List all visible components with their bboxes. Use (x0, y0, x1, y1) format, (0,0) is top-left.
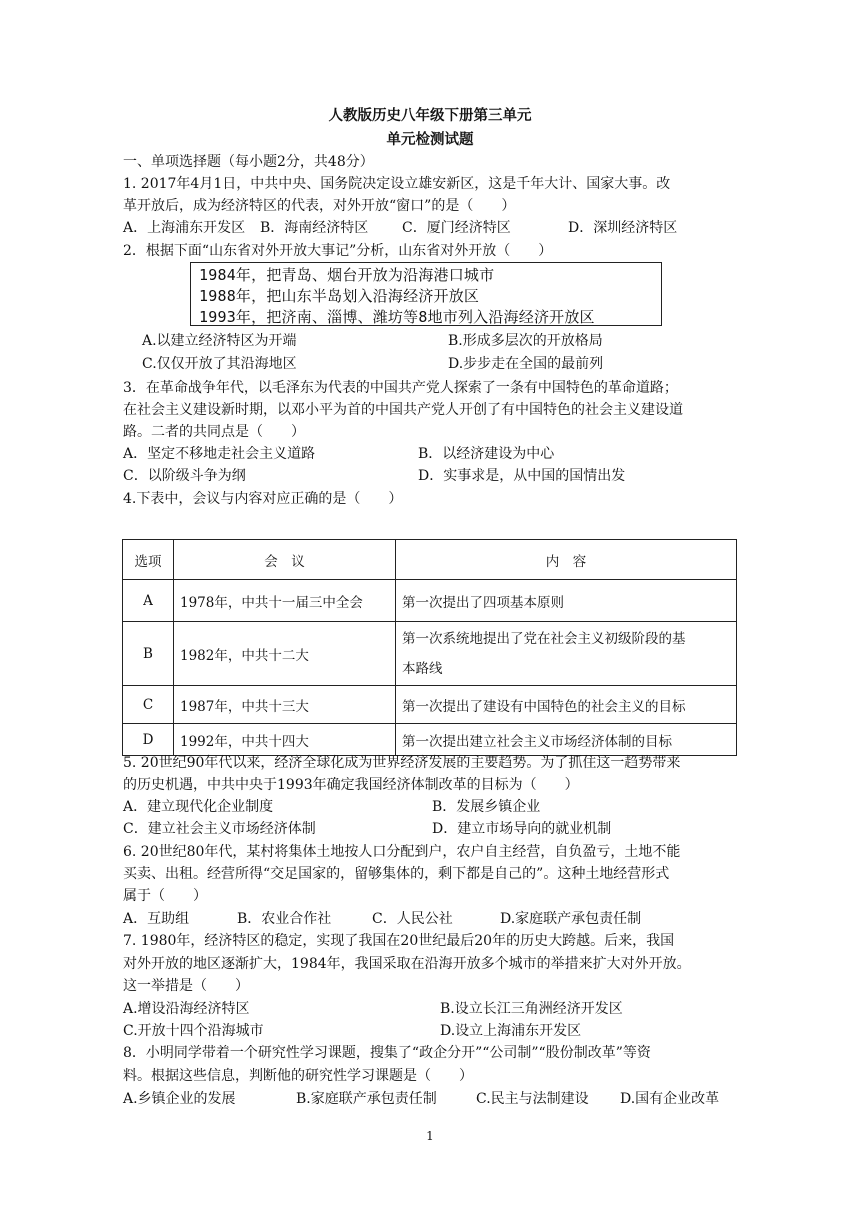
option-b[interactable]: B.家庭联产承包责任制 (296, 1091, 437, 1107)
content-line: 第一次系统地提出了党在社会主义初级阶段的基 (402, 630, 686, 647)
question-text: 料。根据这些信息，判断他的研究性学习课题是（ ） (123, 1068, 473, 1084)
content-cell: 第一次提出了建设有中国特色的社会主义的目标 (396, 686, 737, 724)
section-heading: 一、单项选择题（每小题2分，共48分） (123, 154, 374, 170)
question-text: 5. 20世纪90年代以来，经济全球化成为世界经济发展的主要趋势。为了抓住这一趋势带来 (123, 755, 681, 771)
question-text: 革开放后，成为经济特区的代表，对外开放“窗口”的是（ ） (123, 198, 516, 214)
option-c[interactable]: C．建立社会主义市场经济体制 (123, 821, 316, 837)
document-subtitle: 单元检测试题 (386, 131, 474, 148)
option-d[interactable]: D.设立上海浦东开发区 (440, 1023, 582, 1039)
question-text: 1. 2017年4月1日，中共中央、国务院决定设立雄安新区，这是千年大计、国家大事。改 (123, 176, 671, 192)
option-a[interactable]: A．坚定不移地走社会主义道路 (123, 446, 316, 462)
chronicle-box (190, 262, 662, 326)
option-a[interactable]: A.乡镇企业的发展 (123, 1091, 236, 1107)
option-c[interactable]: C.民主与法制建设 (476, 1091, 589, 1107)
question-text: 7. 1980年，经济特区的稳定，实现了我国在20世纪最后20年的历史大跨越。后来，我国 (123, 933, 675, 949)
header-cell: 会 议 (174, 540, 396, 580)
question-text: 买卖、出租。经营所得“交足国家的，留够集体的，剩下都是自己的”。这种土地经营形式 (123, 866, 670, 882)
option-d[interactable]: D.步步走在全国的最前列 (448, 356, 604, 372)
option-b[interactable]: B.形成多层次的开放格局 (448, 333, 603, 349)
option-a[interactable]: A．上海浦东开发区 (123, 220, 246, 236)
content-cell: 第一次提出建立社会主义市场经济体制的目标 (396, 724, 737, 756)
meetings-table (122, 539, 737, 756)
option-b[interactable]: B．海南经济特区 (260, 220, 369, 236)
question-text: 路。二者的共同点是（ ） (123, 424, 305, 440)
option-a[interactable]: A．建立现代化企业制度 (123, 799, 274, 815)
option-cell: C (123, 686, 174, 724)
option-b[interactable]: B．发展乡镇企业 (432, 799, 541, 815)
option-b[interactable]: B．农业合作社 (237, 911, 332, 927)
question-text: 在社会主义建设新时期，以邓小平为首的中国共产党人开创了有中国特色的社会主义建设道 (123, 402, 683, 418)
meeting-cell: 1978年，中共十一届三中全会 (174, 580, 396, 622)
page-number: 1 (426, 1129, 434, 1143)
header-cell: 内 容 (396, 540, 737, 580)
document-title: 人教版历史八年级下册第三单元 (328, 107, 532, 124)
option-c[interactable]: C．厦门经济特区 (402, 220, 511, 236)
question-text: 2．根据下面“山东省对外开放大事记”分析，山东省对外开放（ ） (123, 243, 553, 259)
meeting-cell: 1982年，中共十二大 (174, 622, 396, 686)
option-b[interactable]: B.设立长江三角洲经济开发区 (440, 1001, 623, 1017)
option-c[interactable]: C．以阶级斗争为纲 (123, 468, 246, 484)
option-d[interactable]: D.国有企业改革 (620, 1091, 720, 1107)
chronicle-entry: 1984年，把青岛、烟台开放为沿海港口城市 (199, 266, 495, 284)
content-line: 本路线 (402, 660, 443, 677)
option-c[interactable]: C.开放十四个沿海城市 (123, 1023, 264, 1039)
content-cell (396, 622, 737, 686)
question-text: 4.下表中，会议与内容对应正确的是（ ） (123, 491, 403, 507)
option-cell: A (123, 580, 174, 622)
question-text: 6. 20世纪80年代，某村将集体土地按人口分配到户，农户自主经营，自负盈亏，土地不能 (123, 844, 681, 860)
content-cell: 第一次提出了四项基本原则 (396, 580, 737, 622)
question-text: 3．在革命战争年代，以毛泽东为代表的中国共产党人探索了一条有中国特色的革命道路； (123, 380, 678, 396)
option-d[interactable]: D．建立市场导向的就业机制 (432, 821, 612, 837)
option-a[interactable]: A.增设沿海经济特区 (123, 1001, 250, 1017)
question-text: 8．小明同学带着一个研究性学习课题，搜集了“政企分开”“公司制”“股份制改革”等资 (123, 1045, 651, 1061)
option-c[interactable]: C.仅仅开放了其沿海地区 (142, 356, 297, 372)
option-d[interactable]: D．深圳经济特区 (568, 220, 678, 236)
option-b[interactable]: B．以经济建设为中心 (418, 446, 555, 462)
option-d[interactable]: D．实事求是，从中国的国情出发 (418, 468, 626, 484)
chronicle-entry: 1988年，把山东半岛划入沿海经济开放区 (199, 287, 480, 305)
table-row (123, 686, 737, 724)
meeting-cell: 1992年，中共十四大 (174, 724, 396, 756)
option-c[interactable]: C．人民公社 (372, 911, 453, 927)
meeting-cell: 1987年，中共十三大 (174, 686, 396, 724)
option-cell: B (123, 622, 174, 686)
chronicle-entry: 1993年，把济南、淄博、潍坊等8地市列入沿海经济开放区 (199, 308, 595, 326)
header-cell: 选项 (123, 540, 174, 580)
option-cell: D (123, 724, 174, 756)
table-row (123, 622, 737, 686)
option-d[interactable]: D.家庭联产承包责任制 (500, 911, 642, 927)
table-row (123, 580, 737, 622)
question-text: 属于（ ） (123, 888, 207, 904)
question-text: 对外开放的地区逐渐扩大，1984年，我国采取在沿海开放多个城市的举措来扩大对外开放。 (123, 956, 691, 972)
table-row (123, 724, 737, 756)
option-a[interactable]: A.以建立经济特区为开端 (142, 333, 297, 349)
question-text: 的历史机遇，中共中央于1993年确定我国经济体制改革的目标为（ ） (123, 777, 579, 793)
option-a[interactable]: A．互助组 (123, 911, 190, 927)
table-header-row (123, 540, 737, 580)
question-text: 这一举措是（ ） (123, 978, 249, 994)
